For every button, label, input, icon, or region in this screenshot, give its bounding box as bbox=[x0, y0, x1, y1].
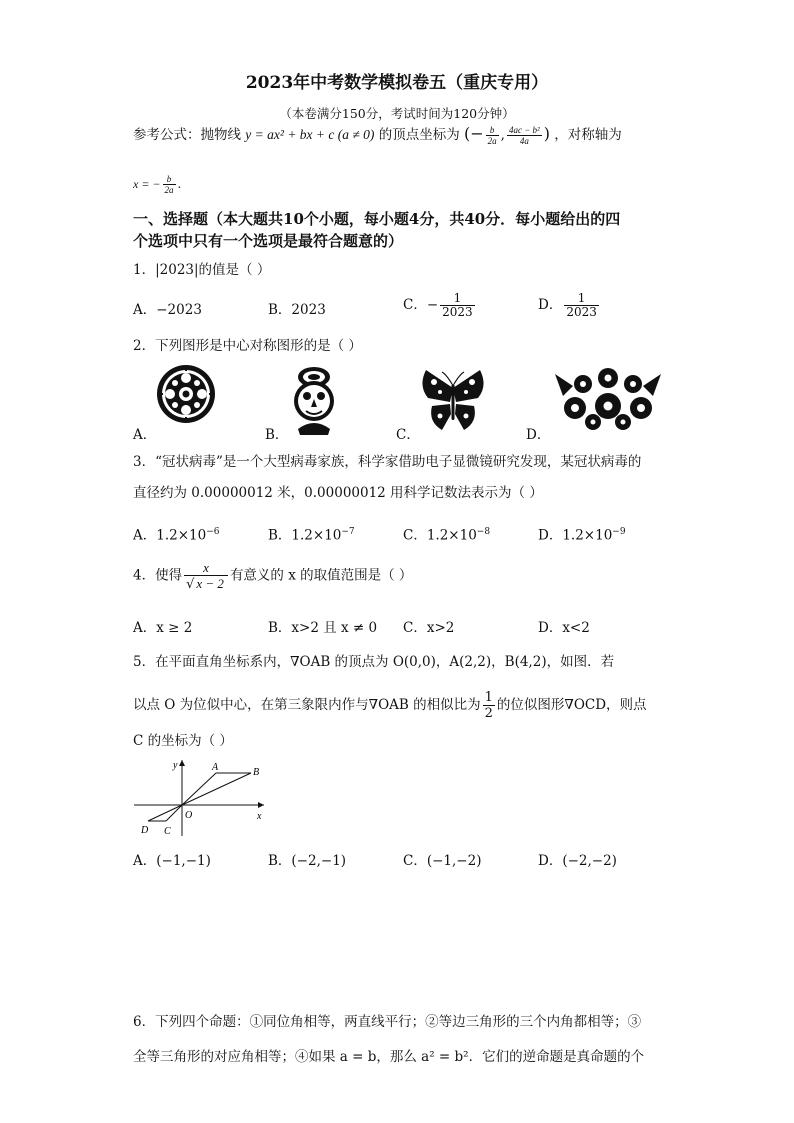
q3-line2: 直径约为 0.00000012 米，0.00000012 用科学记数法表示为（ ） bbox=[133, 485, 543, 501]
fig-label-x: x bbox=[257, 811, 262, 822]
formula-line: 参考公式：抛物线 y = ax² + bx + c (a ≠ 0) 的顶点坐标为 (− $\frac{b}{2a}$ , $\frac{\text{4ac − b²}}{4a}$ ) ，对称轴为 bbox=[133, 124, 622, 146]
q1-option-b: B．2023 bbox=[268, 302, 326, 318]
q1-option-a: A．−2023 bbox=[133, 302, 202, 318]
fig-label-a: A bbox=[212, 762, 219, 773]
q1-option-d: D． $\frac{1}{2023}$ bbox=[538, 291, 597, 319]
q2-option-c: C． bbox=[396, 427, 420, 443]
figure-c-butterfly bbox=[418, 366, 488, 436]
q1-option-c: C．− $\frac{1}{2023}$ bbox=[403, 291, 473, 319]
q6-line2: 全等三角形的对应角相等；④如果 a = b，那么 a² = b²．它们的逆命题是真命题的个 bbox=[133, 1049, 645, 1065]
q5-coordinate-figure bbox=[130, 756, 276, 838]
q3-option-c: C．$1.2\times 10^{-8}$ bbox=[403, 527, 491, 544]
q5-option-b: B．(−2,−1) bbox=[268, 853, 347, 869]
page-title: 2023年中考数学模拟卷五（重庆专用） bbox=[245, 73, 549, 93]
q5-ratio-fraction: $\frac{1}{2}$ bbox=[484, 690, 493, 721]
q4-stem: 4．使得 $\frac{x}{√ x - 2}$ 有意义的 x 的取值范围是（ ） bbox=[133, 560, 413, 592]
section-heading-line2: 个选项中只有一个选项是最符合题意的） bbox=[133, 232, 404, 250]
fig-label-y: y bbox=[173, 760, 178, 771]
formula-axis-line: x = − $\frac{b}{2a}$ . bbox=[133, 174, 182, 195]
q6-line1: 6．下列四个命题：①同位角相等，两直线平行；②等边三角形的三个内角都相等；③ bbox=[133, 1014, 642, 1030]
fig-label-o: O bbox=[185, 810, 193, 821]
formula-equation: y = ax² + bx + c (a ≠ 0) bbox=[245, 127, 375, 142]
formula-middle: 的顶点坐标为 bbox=[378, 127, 460, 143]
figure-a-wheel bbox=[155, 363, 217, 425]
q4-option-a: A．x ≥ 2 bbox=[133, 620, 193, 636]
vertex-x-fraction: $\frac{b}{2a}$ bbox=[487, 125, 497, 146]
q5-option-a: A．(−1,−1) bbox=[133, 853, 211, 869]
section-heading-line1: 一、选择题（本大题共10个小题，每小题4分，共40分．每小题给出的四 bbox=[133, 210, 621, 228]
q5-option-d: D．(−2,−2) bbox=[538, 853, 617, 869]
q4-option-b: B．x>2 且 x ≠ 0 bbox=[268, 620, 378, 636]
q1-d-fraction: $\frac{1}{2023}$ bbox=[566, 291, 597, 319]
formula-prefix: 参考公式：抛物线 bbox=[133, 127, 241, 143]
q2-option-b: B． bbox=[265, 427, 289, 443]
q4-option-c: C．x>2 bbox=[403, 620, 455, 636]
figure-b-mask bbox=[288, 365, 340, 437]
vertex-y-fraction: $\frac{\text{4ac − b²}}{4a}$ bbox=[508, 125, 540, 146]
formula-axis-text: ，对称轴为 bbox=[554, 127, 622, 143]
fig-label-b: B bbox=[253, 767, 260, 778]
fig-label-c: C bbox=[164, 826, 171, 837]
q3-option-a: A．$1.2\times 10^{-6}$ bbox=[133, 527, 220, 544]
q5-line1: 5．在平面直角坐标系内，∇OAB 的顶点为 O(0,0)，A(2,2)，B(4,2)，如图．若 bbox=[133, 654, 615, 670]
q2-option-a: A． bbox=[133, 427, 157, 443]
q5-line2: 以点 O 为位似中心，在第三象限内作与∇OAB 的相似比为 $\frac{1}{2}$ 的位似图形∇OCD，则点 bbox=[133, 690, 647, 721]
q4-option-d: D．x<2 bbox=[538, 620, 590, 636]
q2-option-d: D． bbox=[526, 427, 551, 443]
q1-stem: 1．|2023|的值是（ ） bbox=[133, 262, 271, 278]
q5-option-c: C．(−1,−2) bbox=[403, 853, 482, 869]
q3-option-d: D．$1.2\times 10^{-9}$ bbox=[538, 527, 626, 544]
figure-d-birds-flowers bbox=[553, 366, 663, 432]
q5-line3: C 的坐标为（ ） bbox=[133, 733, 233, 749]
q3-option-b: B．$1.2\times 10^{-7}$ bbox=[268, 527, 355, 544]
fig-label-d: D bbox=[141, 825, 149, 836]
q1-c-fraction: $\frac{1}{2023}$ bbox=[442, 291, 473, 319]
axis-fraction: $\frac{b}{2a}$ bbox=[164, 174, 174, 195]
q3-line1: 3．“冠状病毒”是一个大型病毒家族，科学家借助电子显微镜研究发现，某冠状病毒的 bbox=[133, 454, 642, 470]
q2-stem: 2．下列图形是中心对称图形的是（ ） bbox=[133, 338, 362, 354]
q4-fraction: $\frac{x}{√ x - 2}$ bbox=[184, 560, 228, 592]
page-subtitle: （本卷满分150分，考试时间为120分钟） bbox=[279, 106, 515, 121]
